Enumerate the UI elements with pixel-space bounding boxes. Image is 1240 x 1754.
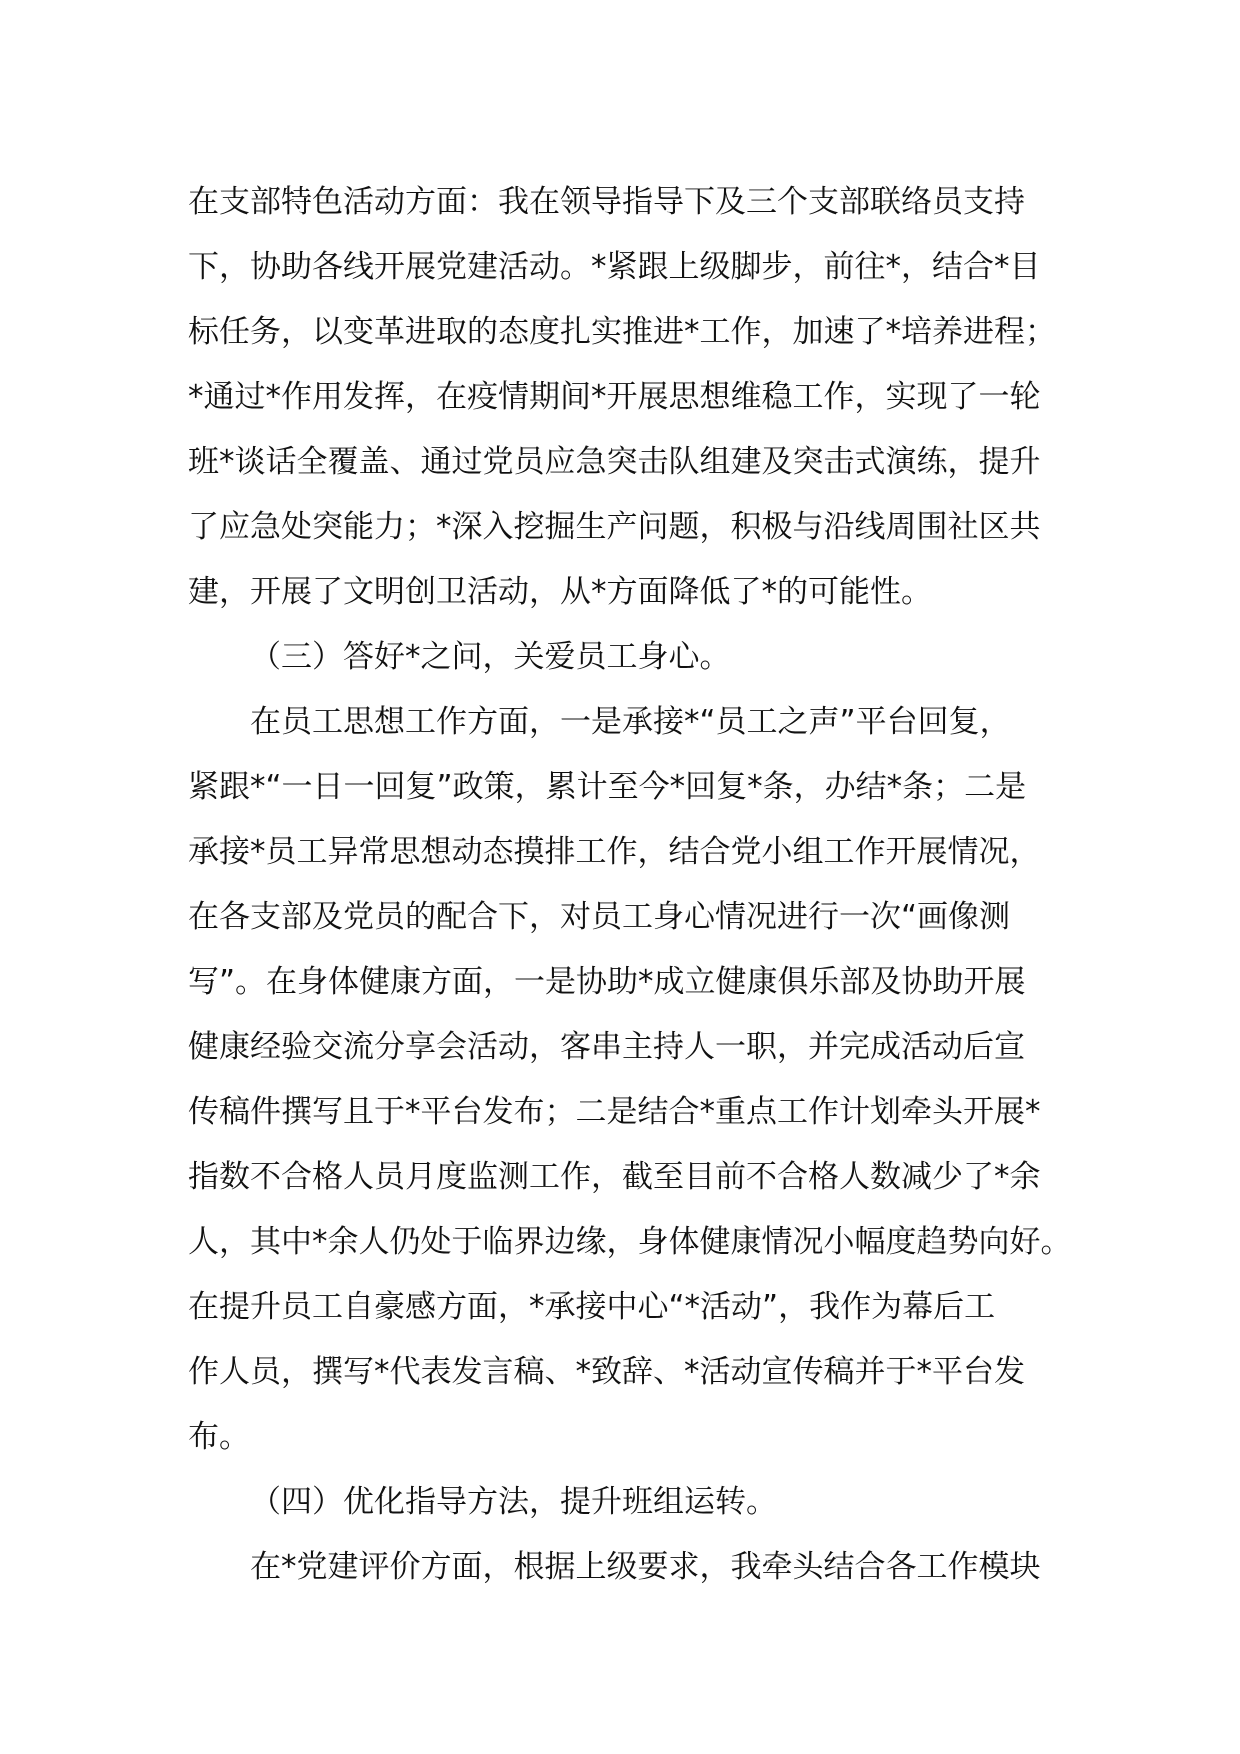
text-line: 指数不合格人员月度监测工作，截至目前不合格人数减少了*余 [188, 1159, 1041, 1195]
text-line: 作人员，撰写*代表发言稿、*致辞、*活动宣传稿并于*平台发 [188, 1354, 1025, 1390]
paragraph-start: 在员工思想工作方面，一是承接*“员工之声”平台回复， [250, 704, 1011, 740]
section-heading: （四）优化指导方法，提升班组运转。 [250, 1484, 777, 1520]
text-line: 建，开展了文明创卫活动，从*方面降低了*的可能性。 [188, 574, 932, 610]
text-line: 在支部特色活动方面：我在领导指导下及三个支部联络员支持 [188, 184, 1025, 220]
text-line: 标任务，以变革进取的态度扎实推进*工作，加速了*培养进程； [188, 314, 1056, 350]
text-line: *通过*作用发挥，在疫情期间*开展思想维稳工作，实现了一轮 [188, 379, 1041, 415]
text-line: 下，协助各线开展党建活动。*紧跟上级脚步，前往*，结合*目 [188, 249, 1041, 285]
text-line: 在各支部及党员的配合下，对员工身心情况进行一次“画像测 [188, 899, 1011, 935]
text-line: 健康经验交流分享会活动，客串主持人一职，并完成活动后宣 [188, 1029, 1025, 1065]
text-line: 在提升员工自豪感方面，*承接中心“*活动”，我作为幕后工 [188, 1289, 996, 1325]
text-line: 传稿件撰写且于*平台发布；二是结合*重点工作计划牵头开展* [188, 1094, 1041, 1130]
text-line: 布。 [188, 1419, 250, 1455]
text-line: 班*谈话全覆盖、通过党员应急突击队组建及突击式演练，提升 [188, 444, 1041, 480]
text-line: 人，其中*余人仍处于临界边缘，身体健康情况小幅度趋势向好。 [188, 1224, 1072, 1260]
text-line: 紧跟*“一日一回复”政策，累计至今*回复*条，办结*条；二是 [188, 769, 1027, 805]
document-page [188, 170, 1088, 1600]
section-heading: （三）答好*之问，关爱员工身心。 [250, 639, 731, 675]
text-line: 了应急处突能力；*深入挖掘生产问题，积极与沿线周围社区共 [188, 509, 1041, 545]
text-line: 写”。在身体健康方面，一是协助*成立健康俱乐部及协助开展 [188, 964, 1026, 1000]
paragraph-start: 在*党建评价方面，根据上级要求，我牵头结合各工作模块 [250, 1549, 1041, 1585]
text-line: 承接*员工异常思想动态摸排工作，结合党小组工作开展情况， [188, 834, 1041, 870]
